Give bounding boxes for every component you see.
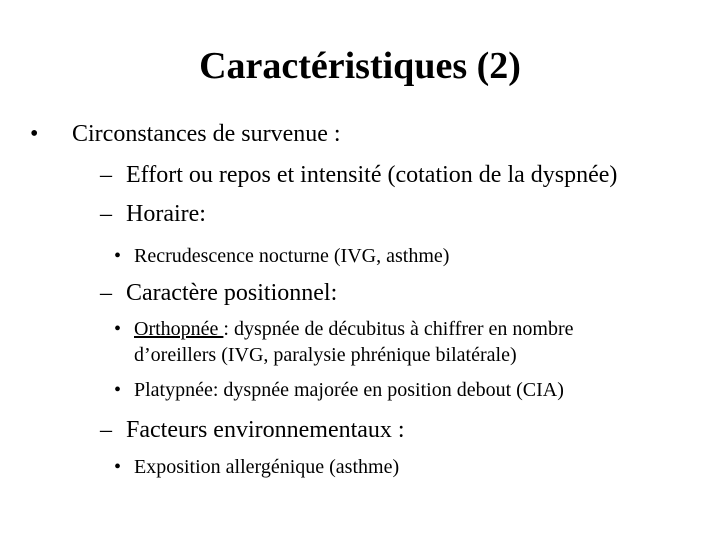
dash-icon: –: [100, 162, 112, 188]
item-horaire: Horaire:: [126, 201, 206, 227]
item-recrudescence: Recrudescence nocturne (IVG, asthme): [134, 245, 450, 267]
orthopnee-definition: : dyspnée de décubitus à chiffrer en nombre: [223, 318, 574, 340]
bullet-icon: •: [30, 121, 39, 147]
bullet-icon: •: [114, 318, 122, 340]
item-effort: Effort ou repos et intensité (cotation de la dyspnée): [126, 162, 618, 188]
bullet-icon: •: [114, 379, 122, 401]
dash-icon: –: [100, 417, 112, 443]
item-caractere: Caractère positionnel:: [126, 280, 338, 306]
dash-icon: –: [100, 201, 112, 227]
bullet-icon: •: [114, 456, 122, 478]
orthopnee-term: Orthopnée: [134, 318, 224, 340]
item-orthopnee-continued: d’oreillers (IVG, paralysie phrénique bilatérale): [134, 344, 517, 366]
item-facteurs: Facteurs environnementaux :: [126, 417, 405, 443]
bullet-icon: •: [114, 245, 122, 267]
item-platypnee: Platypnée: dyspnée majorée en position debout (CIA): [134, 379, 564, 401]
slide-title: Caractéristiques (2): [199, 45, 521, 87]
item-exposition: Exposition allergénique (asthme): [134, 456, 400, 478]
dash-icon: –: [100, 280, 112, 306]
item-orthopnee: [134, 316, 573, 342]
item-circonstances: Circonstances de survenue :: [72, 121, 341, 147]
